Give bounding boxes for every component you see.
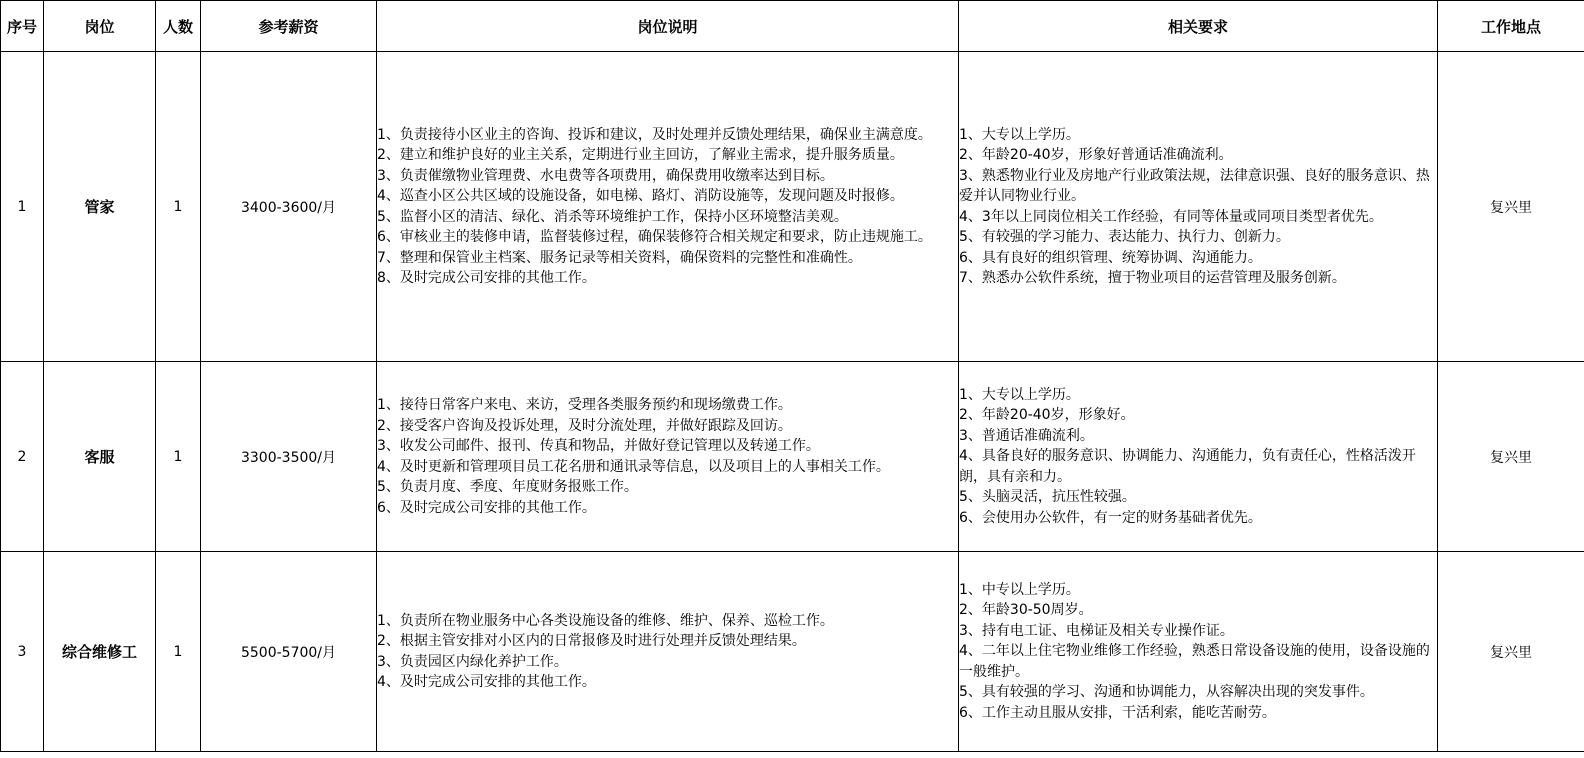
description-line: 4、及时更新和管理项目员工花名册和通讯录等信息，以及项目上的人事相关工作。 (377, 458, 890, 475)
row-description (377, 362, 959, 552)
row-location: 复兴里 (1438, 552, 1584, 752)
table-row (1, 362, 1584, 552)
row-position: 客服 (44, 362, 156, 552)
requirement-line: 6、会使用办公软件，有一定的财务基础者优先。 (959, 509, 1262, 526)
row-requirements (959, 362, 1438, 552)
row-description (377, 552, 959, 752)
requirement-line: 4、二年以上住宅物业维修工作经验，熟悉日常设备设施的使用，设备设施的一般维护。 (959, 643, 1430, 680)
requirement-line: 1、大专以上学历。 (959, 386, 1080, 403)
row-salary: 3300-3500/月 (201, 362, 377, 552)
row-position: 综合维修工 (44, 552, 156, 752)
description-line: 7、整理和保管业主档案、服务记录等相关资料，确保资料的完整性和准确性。 (377, 249, 862, 266)
row-requirements (959, 552, 1438, 752)
description-line: 3、负责园区内绿化养护工作。 (377, 653, 568, 670)
table-row (1, 52, 1584, 362)
row-location: 复兴里 (1438, 52, 1584, 362)
requirement-line: 5、具有较强的学习、沟通和协调能力，从容解决出现的突发事件。 (959, 684, 1374, 701)
requirement-line: 4、3年以上同岗位相关工作经验，有同等体量或同项目类型者优先。 (959, 208, 1383, 225)
requirement-line: 5、有较强的学习能力、表达能力、执行力、创新力。 (959, 229, 1290, 245)
requirement-line: 4、具备良好的服务意识、协调能力、沟通能力，负有责任心，性格活泼开朗，具有亲和力。 (959, 448, 1416, 485)
description-line: 4、巡查小区公共区域的设施设备，如电梯、路灯、消防设施等，发现问题及时报修。 (377, 188, 904, 204)
row-salary: 3400-3600/月 (201, 52, 377, 362)
description-line: 6、及时完成公司安排的其他工作。 (377, 499, 596, 516)
row-count: 1 (156, 362, 201, 552)
requirement-line: 3、持有电工证、电梯证及相关专业操作证。 (959, 622, 1234, 639)
header-position: 岗位 (44, 1, 156, 52)
row-no: 3 (1, 552, 44, 752)
description-line: 3、负责催缴物业管理费、水电费等各项费用，确保费用收缴率达到目标。 (377, 167, 834, 184)
description-line: 5、监督小区的清洁、绿化、消杀等环境维护工作，保持小区环境整洁美观。 (377, 208, 848, 225)
requirement-line: 6、具有良好的组织管理、统筹协调、沟通能力。 (959, 249, 1262, 266)
row-salary: 5500-5700/月 (201, 552, 377, 752)
requirement-line: 1、中专以上学历。 (959, 581, 1080, 598)
row-no: 1 (1, 52, 44, 362)
description-line: 1、接待日常客户来电、来访，受理各类服务预约和现场缴费工作。 (377, 397, 792, 413)
requirement-line: 1、大专以上学历。 (959, 126, 1080, 143)
description-line: 6、审核业主的装修申请，监督装修过程，确保装修符合相关规定和要求，防止违规施工。 (377, 229, 932, 245)
row-position: 管家 (44, 52, 156, 362)
requirement-line: 3、熟悉物业行业及房地产行业政策法规，法律意识强、良好的服务意识、热爱并认同物业行业。 (959, 167, 1430, 204)
requirement-line: 2、年龄20-40岁，形象好普通话准确流利。 (959, 147, 1233, 163)
description-line: 5、负责月度、季度、年度财务报账工作。 (377, 479, 638, 495)
description-line: 3、收发公司邮件、报刊、传真和物品，并做好登记管理以及转递工作。 (377, 438, 820, 454)
header-description: 岗位说明 (377, 1, 959, 52)
header-salary: 参考薪资 (201, 1, 377, 52)
header-location: 工作地点 (1438, 1, 1584, 52)
description-line: 8、及时完成公司安排的其他工作。 (377, 270, 596, 286)
requirement-line: 3、普通话准确流利。 (959, 427, 1094, 444)
header-count: 人数 (156, 1, 201, 52)
row-description (377, 52, 959, 362)
requirement-line: 2、年龄30-50周岁。 (959, 602, 1093, 619)
row-no: 2 (1, 362, 44, 552)
description-line: 2、根据主管安排对小区内的日常报修及时进行处理并反馈处理结果。 (377, 633, 806, 649)
requirement-line: 7、熟悉办公软件系统，擅于物业项目的运营管理及服务创新。 (959, 270, 1346, 286)
row-location: 复兴里 (1438, 362, 1584, 552)
header-row (1, 1, 1584, 52)
row-requirements (959, 52, 1438, 362)
header-requirements: 相关要求 (959, 1, 1438, 52)
row-count: 1 (156, 552, 201, 752)
requirement-line: 5、头脑灵活，抗压性较强。 (959, 489, 1136, 506)
row-count: 1 (156, 52, 201, 362)
requirement-line: 6、工作主动且服从安排，干活利索，能吃苦耐劳。 (959, 704, 1276, 721)
description-line: 2、接受客户咨询及投诉处理，及时分流处理，并做好跟踪及回访。 (377, 417, 792, 434)
description-line: 2、建立和维护良好的业主关系，定期进行业主回访，了解业主需求，提升服务质量。 (377, 147, 904, 163)
header-no: 序号 (1, 1, 44, 52)
table-row (1, 552, 1584, 752)
description-line: 1、负责接待小区业主的咨询、投诉和建议，及时处理并反馈处理结果，确保业主满意度。 (377, 126, 932, 143)
description-line: 4、及时完成公司安排的其他工作。 (377, 674, 596, 690)
description-line: 1、负责所在物业服务中心各类设施设备的维修、维护、保养、巡检工作。 (377, 612, 834, 629)
requirement-line: 2、年龄20-40岁，形象好。 (959, 407, 1135, 424)
